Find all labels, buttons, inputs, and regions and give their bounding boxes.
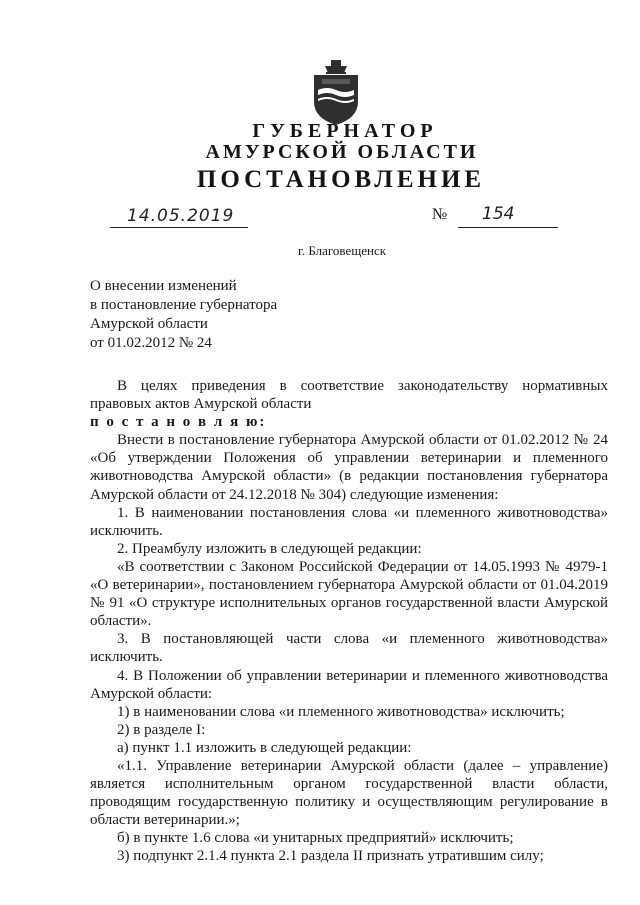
body-paragraph: 2. Преамбулу изложить в следующей редакции: [117, 540, 422, 557]
body-paragraph: 4. В Положении об управлении ветеринарии и племенного животноводства Амурской области: [90, 667, 608, 702]
body-paragraph: а) пункт 1.1 изложить в следующей редакции: [117, 739, 412, 756]
body-paragraph: 2) в разделе I: [117, 721, 206, 738]
body-paragraph: 3) подпункт 2.1.4 пункта 2.1 раздела II признать утратившим силу; [117, 848, 544, 865]
subject-line: Амурской области [90, 316, 208, 332]
body-paragraph: 3. В постановляющей части слова «и племенного животноводства» исключить. [90, 631, 608, 666]
subject-line: О внесении изменений [90, 278, 237, 294]
subject-line: от 01.02.2012 № 24 [90, 335, 212, 351]
document-body [90, 377, 608, 866]
body-paragraph: Внести в постановление губернатора Амурской области от 01.02.2012 № 24 «Об утверждении Положения об управлении ветеринарии и племенного животноводства Амурской области» (в редакции постановления губернатора Амурской области от 24.12.2018 № 304) следующие изменения: [90, 432, 608, 503]
document-number: 154 [482, 204, 515, 224]
document-date: 14.05.2019 [127, 206, 235, 226]
body-paragraph: 1. В наименовании постановления слова «и племенного животноводства» исключить. [90, 504, 608, 539]
issuer-title: ГУБЕРНАТОР [252, 120, 438, 142]
document-type: ПОСТАНОВЛЕНИЕ [196, 166, 486, 193]
body-paragraph: «1.1. Управление ветеринарии Амурской области (далее – управление) является исполнительным органом государственной власти области, проводящим государственную политику и осуществляющим регулирование в области ветеринарии.»; [90, 757, 608, 829]
issuer-region: АМУРСКОЙ ОБЛАСТИ [205, 141, 479, 163]
body-paragraph: 1) в наименовании слова «и племенного животноводства» исключить; [117, 703, 565, 720]
city: г. Благовещенск [297, 243, 387, 258]
number-underline [458, 227, 558, 228]
body-paragraph: «В соответствии с Законом Российской Федерации от 14.05.1993 № 4979-1 «О ветеринарии», постановлением губернатора Амурской области от 01.04.2019 № 91 «О структуре исполнительных органов государственной власти Амурской области». [90, 558, 608, 630]
body-paragraph: б) в пункте 1.6 слова «и унитарных предприятий» исключить; [117, 830, 514, 847]
subject-line: в постановление губернатора [90, 297, 278, 313]
document-subject [90, 277, 277, 353]
date-underline [110, 227, 248, 228]
number-sign: № [432, 206, 448, 223]
preamble: В целях приведения в соответствие законодательству нормативных правовых актов Амурской области [90, 378, 608, 413]
coat-of-arms-icon [311, 60, 361, 126]
resolve-word: п о с т а н о в л я ю: [90, 414, 267, 431]
